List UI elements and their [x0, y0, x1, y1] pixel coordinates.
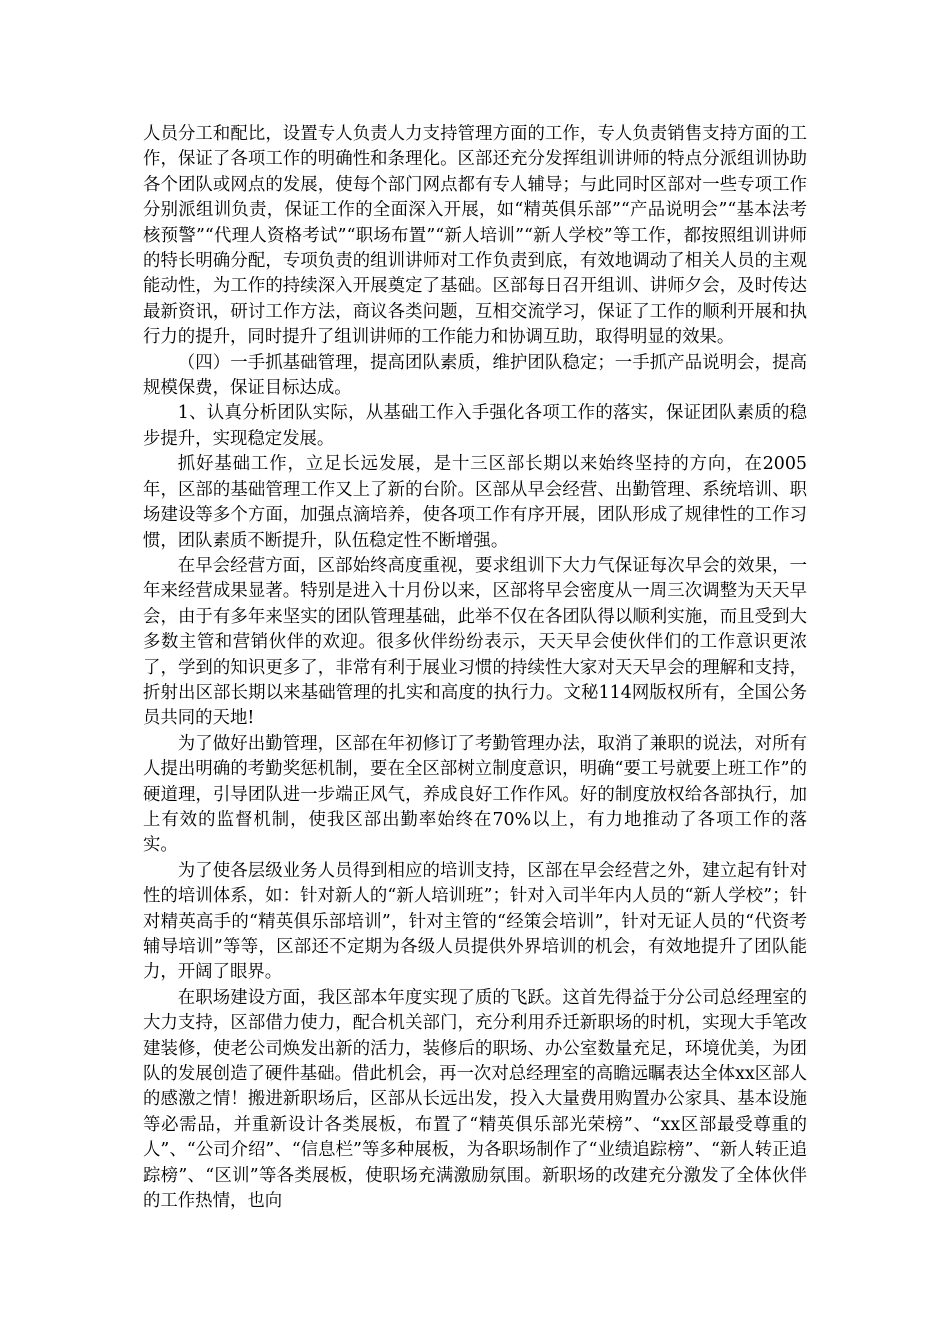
paragraph-morning-meeting: 在早会经营方面，区部始终高度重视，要求组训下大力气保证每次早会的效果，一年来经营成果显著。特别是进入十月份以来，区部将早会密度从一周三次调整为天天早会，由于有多年来坚实的团队管理基础，此举不仅在各团队得以顺利实施，而且受到大多数主管和营销伙伴的欢迎。很多伙伴纷纷表示，天天早会使伙伴们的工作意识更浓了，学到的知识更多了，非常有利于展业习惯的持续性大家对天天早会的理解和支持，折射出区部长期以来基础管理的扎实和高度的执行力。文秘114网版权所有，全国公务员共同的天地! [143, 555, 807, 729]
document-body [143, 122, 807, 1214]
paragraph-item-one-heading: 1、认真分析团队实际，从基础工作入手强化各项工作的落实，保证团队素质的稳步提升，实现稳定发展。 [143, 403, 807, 449]
paragraph-training-system: 为了使各层级业务人员得到相应的培训支持，区部在早会经营之外，建立起有针对性的培训体系，如：针对新人的“新人培训班”；针对入司半年内人员的“新人学校”；针对精英高手的“精英俱乐部培训”，针对主管的“经策会培训”，针对无证人员的“代资考辅导培训”等等，区部还不定期为各级人员提供外界培训的机会，有效地提升了团队能力，开阔了眼界。 [143, 860, 807, 983]
paragraph-workplace-construction: 在职场建设方面，我区部本年度实现了质的飞跃。这首先得益于分公司总经理室的大力支持，区部借力使力，配合机关部门，充分利用乔迁新职场的时机，实现大手笔改建装修，使老公司焕发出新的活力，装修后的职场、办公室数量充足，环境优美，为团队的发展创造了硬件基础。借此机会，再一次对总经理室的高瞻远瞩表达全体xx区部人的感激之情！搬进新职场后，区部从长远出发，投入大量费用购置办公家具、基本设施等必需品，并重新设计各类展板，布置了“精英俱乐部光荣榜”、“xx区部最受尊重的人”、“公司介绍”、“信息栏”等多种展板，为各职场制作了“业绩追踪榜”、“新人转正追踪榜”、“区训”等各类展板，使职场充满激励氛围。新职场的改建充分激发了全体伙伴的工作热情，也向 [143, 987, 807, 1212]
paragraph-attendance: 为了做好出勤管理，区部在年初修订了考勤管理办法，取消了兼职的说法，对所有人提出明确的考勤奖惩机制，要在全区部树立制度意识，明确“要工号就要上班工作”的硬道理，引导团队进一步端正风气，养成良好工作作风。好的制度放权给各部执行，加上有效的监督机制，使我区部出勤率始终在70%以上，有力地推动了各项工作的落实。 [143, 733, 807, 856]
paragraph-basic-work: 抓好基础工作，立足长远发展，是十三区部长期以来始终坚持的方向，在2005年，区部的基础管理工作又上了新的台阶。区部从早会经营、出勤管理、系统培训、职场建设等多个方面，加强点滴培养，使各项工作有序开展，团队形成了规律性的工作习惯，团队素质不断提升，队伍稳定性不断增强。 [143, 454, 807, 551]
paragraph-section-four-heading: （四）一手抓基础管理，提高团队素质，维护团队稳定；一手抓产品说明会，提高规模保费，保证目标达成。 [143, 352, 807, 399]
paragraph-staff-allocation: 人员分工和配比，设置专人负责人力支持管理方面的工作，专人负责销售支持方面的工作，保证了各项工作的明确性和条理化。区部还充分发挥组训讲师的特点分派组训协助各个团队或网点的发展，使每个部门网点都有专人辅导；与此同时区部对一些专项工作分别派组训负责，保证工作的全面深入开展，如“精英俱乐部”“产品说明会”“基本法考核预警”“代理人资格考试”“职场布置”“新人培训”“新人学校”等工作，都按照组训讲师的特长明确分配，专项负责的组训讲师对工作负责到底，有效地调动了相关人员的主观能动性，为工作的持续深入开展奠定了基础。区部每日召开组训、讲师夕会，及时传达最新资讯，研讨工作方法，商议各类问题，互相交流学习，保证了工作的顺利开展和执行力的提升，同时提升了组训讲师的工作能力和协调互助，取得明显的效果。 [143, 124, 807, 348]
